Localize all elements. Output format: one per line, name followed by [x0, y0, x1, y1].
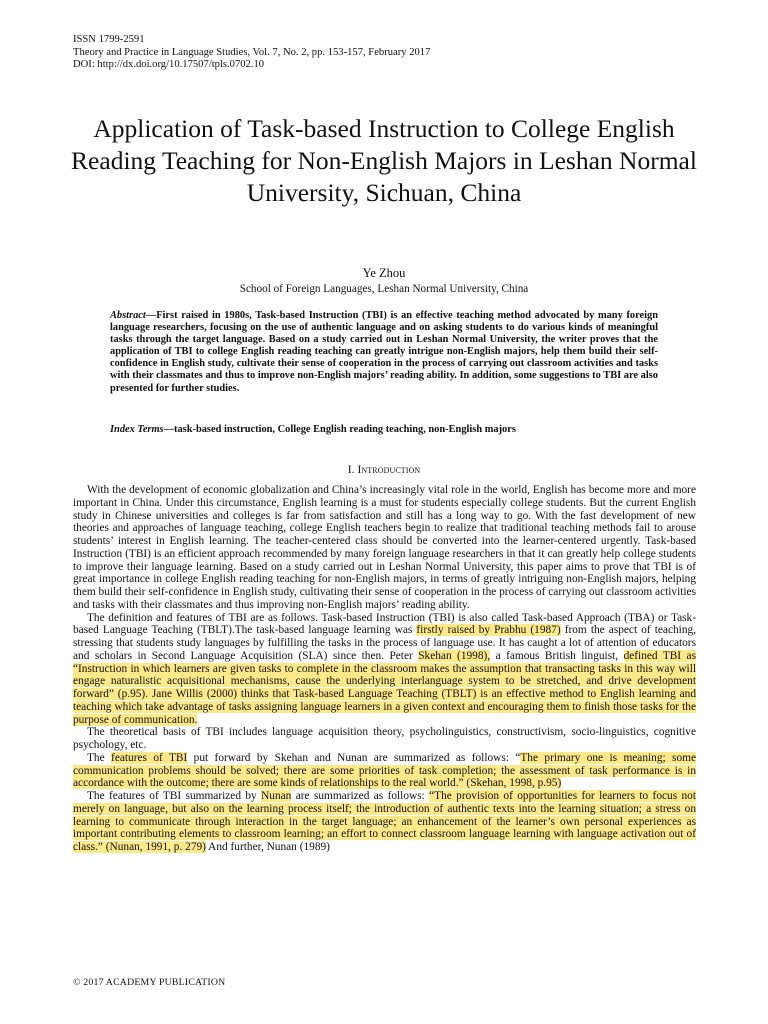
highlighted-text: Skehan (1998),	[418, 649, 491, 662]
highlighted-text: Nunan	[261, 790, 292, 802]
paragraph-2	[73, 612, 696, 727]
index-terms	[110, 424, 658, 436]
doi-line[interactable]: DOI: http://dx.doi.org/10.17507/tpls.0702.10	[73, 59, 265, 71]
index-terms-label: Index Terms	[110, 424, 164, 435]
paragraph-4	[73, 752, 696, 790]
highlighted-text: features of TBI	[111, 751, 188, 764]
journal-citation-line: Theory and Practice in Language Studies, Vol. 7, No. 2, pp. 153-157, February 2017	[73, 46, 431, 58]
paragraph-5	[73, 790, 696, 854]
highlighted-text: The primary one is meaning; some communication problems should be solved; there are some priorities of task completion; the assessment of task performance is in accordance with the outcome; there are some kinds of relationships to the real world.” (Skehan, 1998, p.95)	[73, 751, 696, 790]
text-run: put forward by Skehan and Nunan are summarized as follows: “	[187, 751, 521, 764]
section-number: I.	[347, 464, 355, 476]
highlighted-text: defined TBI as “Instruction in which learners are given tasks to complete in the classroom makes the assumption that transacting tasks in this way will engage naturalistic acquisitional mechanisms, cause the underlying interlanguage system to be stretched, and drive development forward” (p.95). Jane Willis (2000) thinks that Task-based Language Teaching (TBLT) is an effective method to English learning and teaching which take advantage of tasks assigning language learners in a given context and encouraging them to finish those tasks for the purpose of communication.	[73, 649, 696, 726]
text-run: The	[87, 751, 112, 764]
journal-header	[73, 34, 430, 72]
text-run: And further, Nunan (1989)	[205, 841, 330, 853]
highlighted-text: “The provision of opportunities for learners to focus not merely on language, but also on the learning process itself; the introduction of authentic texts into the learning situation; a stress on learning to communicate through interaction in the target language; an enhancement of the learner’s own personal experiences as important contributing elements to classroom learning; an effort to connect classroom language learning with language activation out of class.” (Nunan, 1991, p. 279)	[73, 790, 696, 853]
author-affiliation: School of Foreign Languages, Leshan Normal University, China	[239, 283, 529, 295]
paragraph-1: With the development of economic globalization and China’s increasingly vital role in the world, English has become more and more important in China. Under this circumstance, English learning is a must for students especially college students. But the current English study in Chinese universities and colleges is far from satisfaction and still has a long way to go. With the fast development of new theories and approaches of language teaching, college English teachers begin to realize that traditional teaching methods fail to arouse students’ interest in English learning. The teacher-centered class should be converted into the learner-centered urgently. Task-based Instruction (TBI) is an efficient approach recommended by many foreign language researchers in that it can greatly help college students to improve their language learning. Based on a study carried out in Leshan Normal University, this paper aims to prove that TBI is of great importance in college English reading teaching for non-English majors, in terms of greatly intriguing non-English majors, helping them build their self-confidence in English study, cultivating their sense of cooperation in the process of carrying out classroom activities and tasks with their classmates and thus improving non-English majors’ reading ability.	[73, 484, 697, 611]
copyright-footer: © 2017 ACADEMY PUBLICATION	[73, 977, 226, 988]
author-name: Ye Zhou	[362, 266, 406, 280]
issn-line: ISSN 1799-2591	[73, 34, 145, 45]
text-run: are summarized as follows:	[291, 790, 430, 802]
section-title: Introduction	[357, 464, 421, 476]
highlighted-text: firstly raised by Prabhu (1987)	[416, 624, 561, 637]
abstract-text: —First raised in 1980s, Task-based Instruction (TBI) is an effective teaching method advocated by many foreign language researchers, focusing on the use of authentic language and on asking students to do various kinds of meaningful tasks through the target language. Based on a study carried out in Leshan Normal University, the writer proves that the application of TBI to college English reading teaching can greatly intrigue non-English majors, help them build their self-confidence in English study, cultivate their sense of cooperation in the process of carrying out classroom activities and tasks with their classmates and thus to improve non-English majors’ reading ability. In addition, some suggestions to TBI are also presented for further studies.	[110, 310, 658, 394]
text-run: The features of TBI summarized by	[87, 790, 262, 802]
paper-title: Application of Task-based Instruction to College English Reading Teaching for Non-English Majors in Leshan Normal University, Sichuan, China	[71, 114, 697, 207]
body-text	[73, 484, 696, 854]
section-heading	[0, 464, 768, 476]
text-run: a famous British linguist,	[490, 649, 624, 662]
index-terms-text: —task-based instruction, College English reading teaching, non-English majors	[163, 424, 516, 435]
text-run: The definition and features of TBI are as follows. Task-based Instruction (TBI) is also called Task-based Approach (TBA) or Task-based Language Teaching (TBLT).The task-based language learning was	[73, 611, 696, 637]
text-run: from the aspect of teaching, stressing that students study languages by fulfilling the tasks in the process of language use. It has caught a lot of attention of educators and scholars in Second Language Acquisition (SLA) since then. Peter	[73, 624, 696, 662]
paragraph-3: The theoretical basis of TBI includes language acquisition theory, psycholinguistics, constructivism, socio-linguistics, cognitive psychology, etc.	[73, 726, 696, 751]
abstract-label: Abstract	[110, 310, 146, 321]
abstract	[110, 310, 658, 395]
